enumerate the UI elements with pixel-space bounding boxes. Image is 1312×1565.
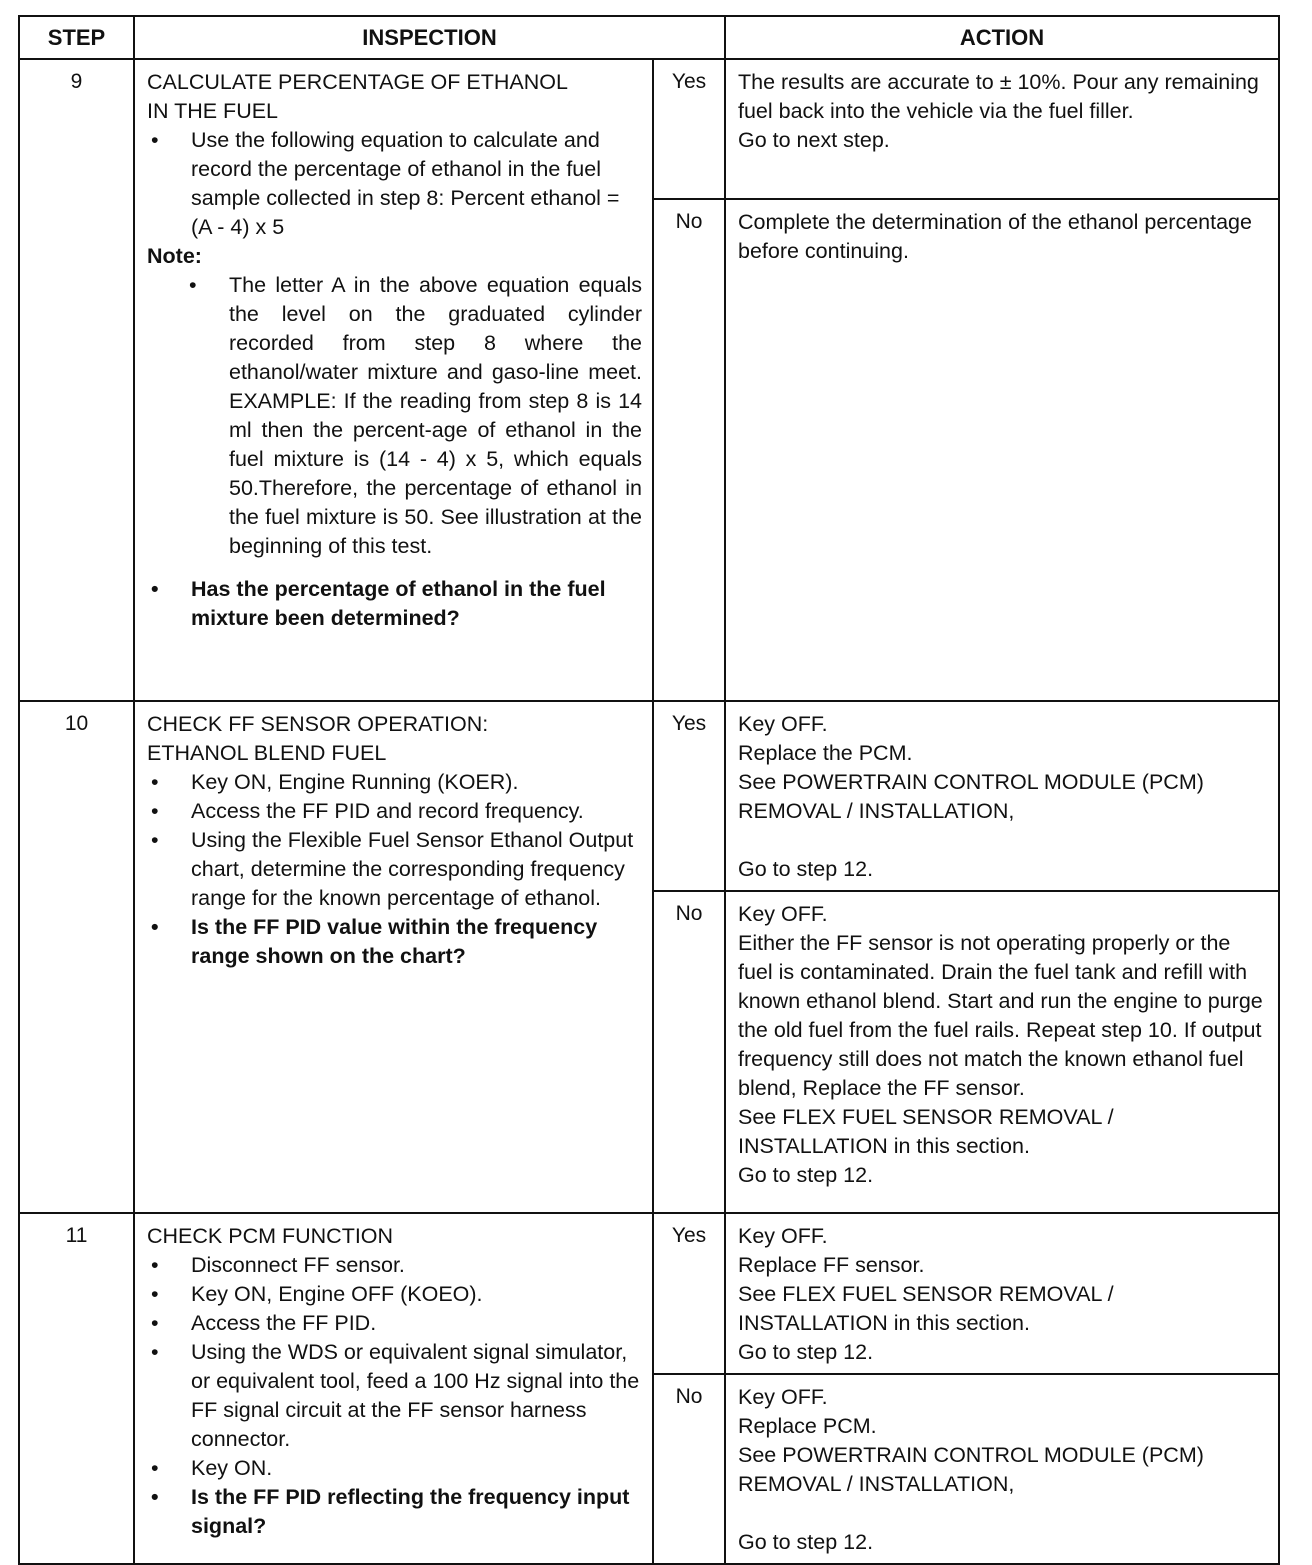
table-row: [19, 701, 1279, 891]
action-line: See FLEX FUEL SENSOR REMOVAL / INSTALLATION in this section.: [738, 1105, 1114, 1158]
list-item: • Disconnect FF sensor.: [147, 1251, 642, 1280]
note-list: [147, 271, 642, 561]
inspection-cell: [134, 701, 653, 1213]
yes-label: Yes: [653, 1213, 725, 1374]
no-label: No: [653, 891, 725, 1213]
inspection-cell: [134, 59, 653, 701]
inspection-title-line: IN THE FUEL: [147, 99, 279, 123]
yes-action: [725, 59, 1279, 199]
step-number: 11: [19, 1213, 134, 1564]
list-item: • Access the FF PID and record frequency.: [147, 797, 642, 826]
action-line: Replace PCM.: [738, 1414, 877, 1438]
question-list: [147, 575, 642, 633]
table-row: [19, 1213, 1279, 1374]
action-line: Key OFF.: [738, 712, 828, 736]
no-action: [725, 199, 1279, 701]
yes-label: Yes: [653, 59, 725, 199]
action-line: Either the FF sensor is not operating properly or the fuel is contaminated. Drain the fuel tank and refill with known ethanol blend. Start and run the engine to purge the old fuel from the fuel rails. Repeat step 10. If output frequency still does not match the known ethanol fuel blend, Replace the FF sensor.: [738, 931, 1263, 1100]
header-row: [19, 16, 1279, 59]
list-item: • Using the WDS or equivalent signal simulator, or equivalent tool, feed a 100 Hz signal into the FF signal circuit at the FF sensor harness connector.: [147, 1338, 642, 1454]
inspection-title-line: ETHANOL BLEND FUEL: [147, 741, 387, 765]
yes-action: [725, 1213, 1279, 1374]
action-line: See FLEX FUEL SENSOR REMOVAL / INSTALLATION in this section.: [738, 1282, 1114, 1335]
yes-label: Yes: [653, 701, 725, 891]
list-item: • Access the FF PID.: [147, 1309, 642, 1338]
list-item: • Use the following equation to calculate and record the percentage of ethanol in the fuel sample collected in step 8: Percent ethanol = (A - 4) x 5: [147, 126, 642, 242]
note-item: • The letter A in the above equation equals the level on the graduated cylinder recorded from step 8 where the ethanol/water mixture and gaso-line meet. EXAMPLE: If the reading from step 8 is 14 ml then the percent-age of ethanol in the fuel mixture is (14 - 4) x 5, which equals 50.Therefore, the percentage of ethanol in the fuel mixture is 50. See illustration at the beginning of this test.: [185, 271, 642, 561]
inspection-title-line: CALCULATE PERCENTAGE OF ETHANOL: [147, 70, 568, 94]
list-item: • Key ON.: [147, 1454, 642, 1483]
action-line: Go to step 12.: [738, 1530, 874, 1554]
header-action: ACTION: [725, 16, 1279, 59]
inspection-bullets: [147, 768, 642, 971]
inspection-title-line: CHECK PCM FUNCTION: [147, 1224, 394, 1248]
action-line: See POWERTRAIN CONTROL MODULE (PCM) REMOVAL / INSTALLATION,: [738, 770, 1204, 823]
action-line: The results are accurate to ± 10%. Pour any remaining fuel back into the vehicle via the fuel filler.: [738, 70, 1259, 123]
action-line: Go to step 12.: [738, 857, 874, 881]
no-action: [725, 891, 1279, 1213]
list-item: • Using the Flexible Fuel Sensor Ethanol Output chart, determine the corresponding frequency range for the known percentage of ethanol.: [147, 826, 642, 913]
action-line: Replace the PCM.: [738, 741, 913, 765]
header-inspection: INSPECTION: [134, 16, 725, 59]
table-row: [19, 59, 1279, 199]
yes-action: [725, 701, 1279, 891]
step-number: 9: [19, 59, 134, 701]
action-line: Go to step 12.: [738, 1163, 874, 1187]
inspection-question: • Is the FF PID reflecting the frequency input signal?: [147, 1483, 642, 1541]
inspection-title-line: CHECK FF SENSOR OPERATION:: [147, 712, 489, 736]
action-line: Key OFF.: [738, 1224, 828, 1248]
action-line: Go to step 12.: [738, 1340, 874, 1364]
diagnostic-table: [18, 15, 1280, 1565]
no-label: No: [653, 199, 725, 701]
inspection-bullets: [147, 126, 642, 242]
inspection-cell: [134, 1213, 653, 1564]
no-action: [725, 1374, 1279, 1564]
action-line: Replace FF sensor.: [738, 1253, 925, 1277]
list-item: • Key ON, Engine OFF (KOEO).: [147, 1280, 642, 1309]
action-line: Key OFF.: [738, 1385, 828, 1409]
no-label: No: [653, 1374, 725, 1564]
note-label: Note:: [147, 244, 202, 268]
action-line: See POWERTRAIN CONTROL MODULE (PCM) REMOVAL / INSTALLATION,: [738, 1443, 1204, 1496]
inspection-question: • Has the percentage of ethanol in the fuel mixture been determined?: [147, 575, 642, 633]
action-line: Go to next step.: [738, 128, 890, 152]
action-line: Complete the determination of the ethanol percentage before continuing.: [738, 210, 1252, 263]
list-item: • Key ON, Engine Running (KOER).: [147, 768, 642, 797]
step-number: 10: [19, 701, 134, 1213]
header-step: STEP: [19, 16, 134, 59]
inspection-bullets: [147, 1251, 642, 1541]
action-line: Key OFF.: [738, 902, 828, 926]
inspection-question: • Is the FF PID value within the frequency range shown on the chart?: [147, 913, 642, 971]
